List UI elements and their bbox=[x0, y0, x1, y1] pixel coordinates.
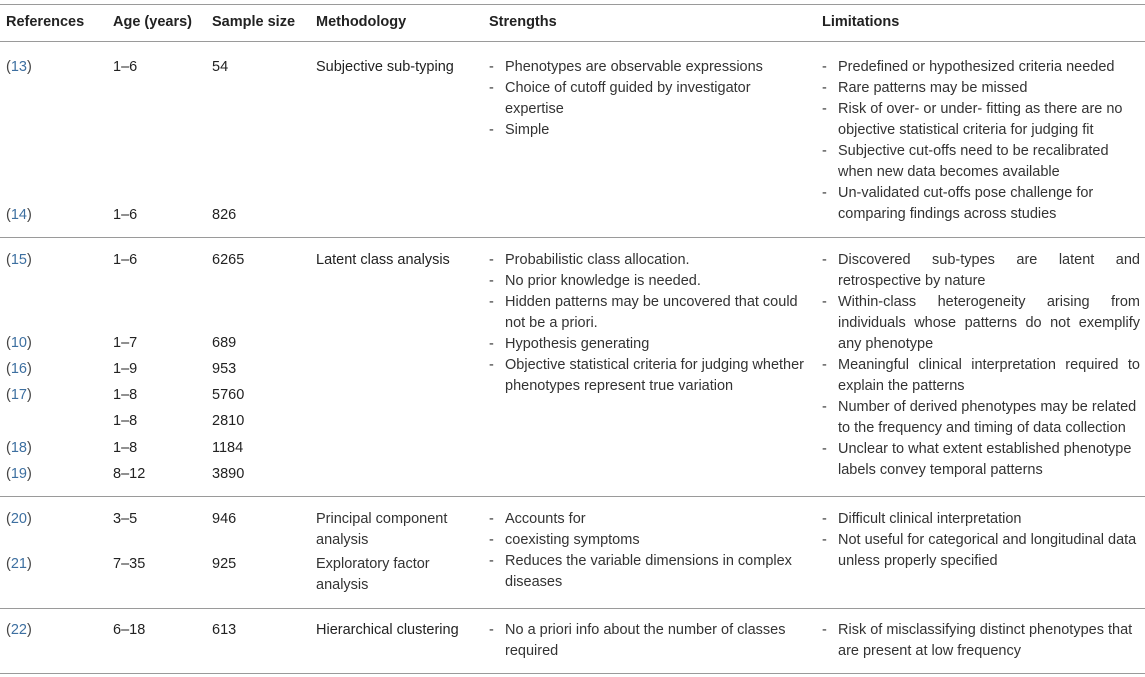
table-row: (22) bbox=[6, 622, 32, 638]
header-bottom-rule bbox=[0, 41, 1145, 42]
list-item: - Hypothesis generating bbox=[489, 334, 807, 355]
list-item: - Subjective cut-offs need to be recalibrated when new data becomes available bbox=[822, 141, 1140, 183]
age-cell: 1–8 bbox=[113, 440, 138, 456]
age-cell: 1–6 bbox=[113, 252, 138, 268]
age-cell: 1–6 bbox=[113, 59, 138, 75]
table-row: (18) bbox=[6, 440, 32, 456]
list-item: - Meaningful clinical interpretation required to explain the patterns bbox=[822, 355, 1140, 397]
age-cell: 3–5 bbox=[113, 511, 138, 527]
list-item: - Hidden patterns may be uncovered that could not be a priori. bbox=[489, 292, 807, 334]
strengths-list bbox=[489, 57, 794, 141]
list-item: - Predefined or hypothesized criteria needed bbox=[822, 57, 1140, 78]
list-item: - Discovered sub-types are latent and retrospective by nature bbox=[822, 250, 1140, 292]
age-cell: 1–9 bbox=[113, 361, 138, 377]
sample-size-cell: 6265 bbox=[212, 252, 245, 268]
table-row: (20) bbox=[6, 511, 32, 527]
list-item: - Risk of misclassifying distinct phenotypes that are present at low frequency bbox=[822, 620, 1140, 662]
table-row: (17) bbox=[6, 387, 32, 403]
methodology-cell: Exploratory factor analysis bbox=[316, 556, 430, 593]
sample-size-cell: 946 bbox=[212, 511, 237, 527]
header-sample-size: Sample size bbox=[212, 14, 296, 30]
age-cell: 1–8 bbox=[113, 413, 138, 429]
table-row: (10) bbox=[6, 335, 32, 351]
header-age: Age (years) bbox=[113, 14, 192, 30]
list-item: - Risk of over- or under- fitting as there are no objective statistical criteria for judging fit bbox=[822, 99, 1140, 141]
age-cell: 1–6 bbox=[113, 207, 138, 223]
list-item: - Rare patterns may be missed bbox=[822, 78, 1140, 99]
age-cell: 8–12 bbox=[113, 466, 146, 482]
limitations-list bbox=[822, 620, 1140, 662]
list-item: - Phenotypes are observable expressions bbox=[489, 57, 794, 78]
group-divider-rule bbox=[0, 608, 1145, 609]
age-cell: 7–35 bbox=[113, 556, 146, 572]
reference-link[interactable]: 22 bbox=[10, 622, 27, 638]
methodology-cell: Principal component analysis bbox=[316, 511, 448, 548]
limitations-list bbox=[822, 509, 1140, 572]
table-row: (21) bbox=[6, 556, 32, 572]
sample-size-cell: 689 bbox=[212, 335, 237, 351]
list-item: - coexisting symptoms bbox=[489, 530, 807, 551]
sample-size-cell: 925 bbox=[212, 556, 237, 572]
header-methodology: Methodology bbox=[316, 14, 407, 30]
list-item: - Un-validated cut-offs pose challenge for comparing findings across studies bbox=[822, 183, 1140, 225]
methodology-cell: Latent class analysis bbox=[316, 252, 450, 268]
list-item: - No a priori info about the number of classes required bbox=[489, 620, 807, 662]
list-item: - Difficult clinical interpretation bbox=[822, 509, 1140, 530]
table-top-rule bbox=[0, 4, 1145, 5]
limitations-list bbox=[822, 57, 1140, 225]
list-item: - Simple bbox=[489, 120, 794, 141]
reference-link[interactable]: 14 bbox=[10, 207, 27, 223]
sample-size-cell: 54 bbox=[212, 59, 229, 75]
list-item: - Reduces the variable dimensions in complex diseases bbox=[489, 551, 807, 593]
header-limitations: Limitations bbox=[822, 14, 900, 30]
reference-link[interactable]: 17 bbox=[10, 387, 27, 403]
sample-size-cell: 3890 bbox=[212, 466, 245, 482]
sample-size-cell: 613 bbox=[212, 622, 237, 638]
reference-link[interactable]: 13 bbox=[10, 59, 27, 75]
limitations-list bbox=[822, 250, 1140, 481]
reference-link[interactable]: 19 bbox=[10, 466, 27, 482]
list-item: - Unclear to what extent established phenotype labels convey temporal patterns bbox=[822, 439, 1140, 481]
list-item: - Objective statistical criteria for judging whether phenotypes represent true variation bbox=[489, 355, 807, 397]
age-cell: 6–18 bbox=[113, 622, 146, 638]
list-item: - Not useful for categorical and longitudinal data unless properly specified bbox=[822, 530, 1140, 572]
methodology-cell: Hierarchical clustering bbox=[316, 622, 459, 638]
header-references: References bbox=[6, 14, 85, 30]
table-row: (16) bbox=[6, 361, 32, 377]
list-item: - Within-class heterogeneity arising from individuals whose patterns do not exemplify any phenotype bbox=[822, 292, 1140, 355]
sample-size-cell: 1184 bbox=[212, 440, 244, 456]
sample-size-cell: 5760 bbox=[212, 387, 245, 403]
table-row: (14) bbox=[6, 207, 32, 223]
table-row: (19) bbox=[6, 466, 32, 482]
reference-link[interactable]: 16 bbox=[10, 361, 27, 377]
methodology-cell: Subjective sub-typing bbox=[316, 59, 454, 75]
sample-size-cell: 2810 bbox=[212, 413, 245, 429]
sample-size-cell: 953 bbox=[212, 361, 237, 377]
age-cell: 1–8 bbox=[113, 387, 138, 403]
list-item: - Number of derived phenotypes may be related to the frequency and timing of data collection bbox=[822, 397, 1140, 439]
strengths-list bbox=[489, 620, 807, 662]
list-item: - Accounts for bbox=[489, 509, 807, 530]
sample-size-cell: 826 bbox=[212, 207, 237, 223]
age-cell: 1–7 bbox=[113, 335, 138, 351]
reference-link[interactable]: 21 bbox=[10, 556, 27, 572]
reference-link[interactable]: 20 bbox=[10, 511, 27, 527]
group-divider-rule bbox=[0, 237, 1145, 238]
table-bottom-rule bbox=[0, 673, 1145, 674]
list-item: - Probabilistic class allocation. bbox=[489, 250, 807, 271]
reference-link[interactable]: 15 bbox=[10, 252, 27, 268]
list-item: - Choice of cutoff guided by investigator expertise bbox=[489, 78, 794, 120]
table-row: (15) bbox=[6, 252, 32, 268]
table-row: (13) bbox=[6, 59, 32, 75]
list-item: - No prior knowledge is needed. bbox=[489, 271, 807, 292]
reference-link[interactable]: 18 bbox=[10, 440, 27, 456]
group-divider-rule bbox=[0, 496, 1145, 497]
strengths-list bbox=[489, 509, 807, 593]
header-strengths: Strengths bbox=[489, 14, 557, 30]
reference-link[interactable]: 10 bbox=[10, 335, 27, 351]
strengths-list bbox=[489, 250, 807, 397]
